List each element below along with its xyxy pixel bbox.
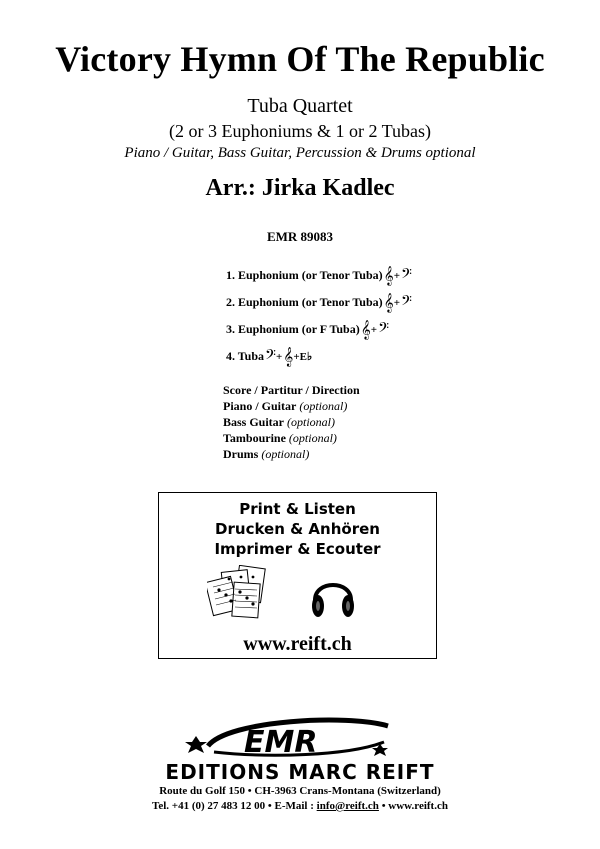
website-link[interactable]: www.reift.ch <box>243 633 352 655</box>
emr-logo <box>148 712 448 760</box>
bass-clef-icon: 𝄢 <box>378 320 390 339</box>
bass-clef-icon: 𝄢 <box>265 347 276 366</box>
instrumentation: (2 or 3 Euphoniums & 1 or 2 Tubas) <box>168 121 431 141</box>
treble-clef-icon: 𝄞 <box>383 293 394 312</box>
title: Victory Hymn Of The Republic <box>55 39 545 79</box>
eb-key: E♭ <box>299 351 313 363</box>
part-item: 1. Euphonium (or Tenor Tuba) 𝄞 + 𝄢 <box>226 266 412 285</box>
treble-clef-icon: 𝄞 <box>360 320 371 339</box>
extra-item: Bass Guitar (optional) <box>223 415 336 429</box>
part-item: 3. Euphonium (or F Tuba) 𝄞 + 𝄢 <box>226 320 390 339</box>
email-link[interactable]: info@reift.ch <box>316 800 379 812</box>
headphones-icon <box>309 568 357 622</box>
treble-clef-icon: 𝄞 <box>283 347 294 366</box>
treble-clef-icon: 𝄞 <box>383 266 394 285</box>
part-item: 4. Tuba 𝄢 + 𝄞 + E♭ <box>226 347 313 366</box>
part-label: 2. Euphonium (or Tenor Tuba) <box>226 295 383 309</box>
optional-note: Piano / Guitar, Bass Guitar, Percussion & Drums optional <box>124 145 476 161</box>
part-item: 2. Euphonium (or Tenor Tuba) 𝄞 + 𝄢 <box>226 293 412 312</box>
logo-text: EMR <box>244 725 318 760</box>
publisher-address: Route du Golf 150 • CH-3963 Crans-Montana (Switzerland) <box>159 785 441 797</box>
arranger: Arr.: Jirka Kadlec <box>205 175 395 201</box>
bass-clef-icon: 𝄢 <box>400 266 412 285</box>
edition-name: EDITIONS MARC REIFT <box>165 760 435 784</box>
extra-item: Drums (optional) <box>223 447 310 461</box>
catalog-number: EMR 89083 <box>266 229 334 244</box>
publisher-contact: Tel. +41 (0) 27 483 12 00 • E-Mail : info@reift.ch • www.reift.ch <box>152 800 448 812</box>
promo-line: Drucken & Anhören <box>215 520 380 538</box>
extra-item: Score / Partitur / Direction <box>223 383 360 397</box>
parts-list <box>226 262 412 370</box>
part-label: 3. Euphonium (or F Tuba) <box>226 322 360 336</box>
bass-clef-icon: 𝄢 <box>400 293 412 312</box>
extras-list <box>223 382 360 462</box>
extra-item: Piano / Guitar (optional) <box>223 399 348 413</box>
promo-box <box>158 492 437 659</box>
part-label: 1. Euphonium (or Tenor Tuba) <box>226 268 383 282</box>
part-label: 4. Tuba <box>226 349 265 363</box>
extra-item: Tambourine (optional) <box>223 431 337 445</box>
promo-line: Print & Listen <box>239 500 356 518</box>
promo-line: Imprimer & Ecouter <box>214 540 381 558</box>
subtitle: Tuba Quartet <box>247 95 353 117</box>
sheet-music-icon <box>207 565 279 621</box>
